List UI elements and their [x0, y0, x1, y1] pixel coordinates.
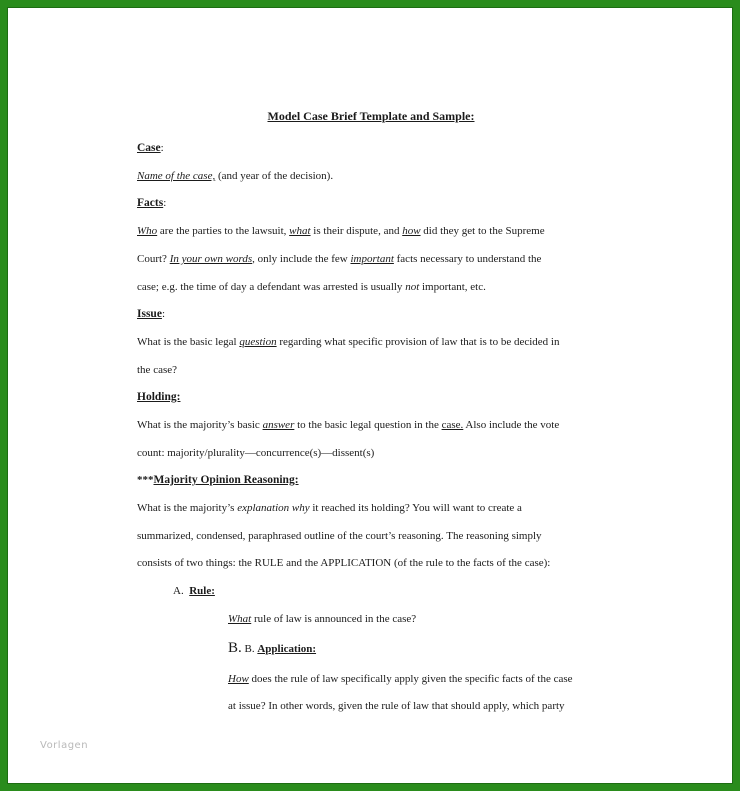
case-body [137, 170, 333, 182]
holding-line-1 [137, 419, 559, 431]
reasoning-line-3: consists of two things: the RULE and the APPLICATION (of the rule to the facts of the case): [137, 557, 551, 569]
reasoning-line-1 [137, 502, 522, 514]
case-year-text: (and year of the decision). [215, 170, 334, 182]
rule-heading-line [173, 585, 215, 597]
facts-how: how [402, 225, 421, 237]
holding-l1-b: to the basic legal question in the [294, 419, 442, 431]
issue-l1-b: regarding what specific provision of law that is to be decided in [276, 336, 560, 348]
facts-l2-a: Court? [137, 253, 170, 265]
application-heading: Application: [257, 643, 317, 655]
issue-heading: Issue [137, 308, 162, 320]
holding-case: case. [441, 419, 464, 431]
reasoning-line-2: summarized, condensed, paraphrased outline of the court’s reasoning. The reasoning simply [137, 530, 542, 542]
reasoning-heading: Majority Opinion Reasoning: [153, 474, 299, 486]
facts-important: important [350, 253, 394, 265]
facts-l1-c: did they get to the Supreme [420, 225, 545, 237]
reasoning-stars: *** [137, 474, 154, 486]
application-marker-big: B. [228, 640, 242, 656]
facts-l1-b: is their dispute, and [310, 225, 403, 237]
case-name-text: Name of the case, [137, 170, 216, 182]
reasoning-l1-b: it reached its holding? You will want to create a [309, 502, 522, 514]
issue-heading-line [137, 308, 165, 320]
holding-l1-a: What is the majority’s basic [137, 419, 263, 431]
application-heading-line [228, 640, 316, 657]
issue-question: question [239, 336, 277, 348]
facts-heading-line [137, 197, 166, 209]
facts-l2-c: facts necessary to understand the [393, 253, 542, 265]
application-how: How [228, 673, 249, 685]
document-title: Model Case Brief Template and Sample: [267, 109, 475, 123]
reasoning-explanation: explanation why [237, 502, 310, 514]
reasoning-heading-line [137, 474, 299, 486]
case-colon: : [160, 142, 164, 154]
facts-l3-b: important, etc. [419, 281, 486, 293]
application-marker-small: B. [241, 643, 258, 655]
facts-l1-a: are the parties to the lawsuit, [157, 225, 290, 237]
document-frame [7, 7, 733, 784]
rule-what: What [228, 613, 252, 625]
facts-what: what [289, 225, 311, 237]
issue-line-2: the case? [137, 364, 177, 376]
holding-heading: Holding: [137, 391, 181, 403]
application-l1-text: does the rule of law specifically apply given the specific facts of the case [248, 673, 573, 685]
facts-line-2 [137, 253, 541, 265]
facts-line-1 [137, 225, 545, 237]
issue-l1-a: What is the basic legal [137, 336, 240, 348]
issue-colon: : [161, 308, 165, 320]
holding-l1-c: Also include the vote [463, 419, 560, 431]
issue-line-1 [137, 336, 559, 348]
case-heading-line [137, 142, 164, 154]
reasoning-l1-a: What is the majority’s [137, 502, 238, 514]
facts-line-3 [137, 281, 486, 293]
application-line-2: at issue? In other words, given the rule of law that should apply, which party [228, 700, 565, 712]
facts-who: Who [137, 225, 158, 237]
holding-answer: answer [262, 419, 295, 431]
application-line-1 [228, 673, 573, 685]
rule-heading: Rule: [189, 585, 215, 597]
facts-heading: Facts [137, 197, 164, 209]
facts-l2-b: , only include the few [252, 253, 351, 265]
facts-own-words: In your own words [169, 253, 253, 265]
rule-marker: A. [173, 585, 184, 597]
rule-text: rule of law is announced in the case? [251, 613, 417, 625]
facts-not: not [405, 281, 420, 293]
rule-body [228, 613, 416, 625]
facts-l3-a: case; e.g. the time of day a defendant was arrested is usually [137, 281, 406, 293]
facts-colon: : [163, 197, 167, 209]
case-heading: Case [137, 142, 161, 154]
document-page [8, 8, 734, 785]
watermark: Vorlagen [40, 740, 89, 751]
holding-line-2: count: majority/plurality—concurrence(s)—dissent(s) [137, 447, 375, 459]
